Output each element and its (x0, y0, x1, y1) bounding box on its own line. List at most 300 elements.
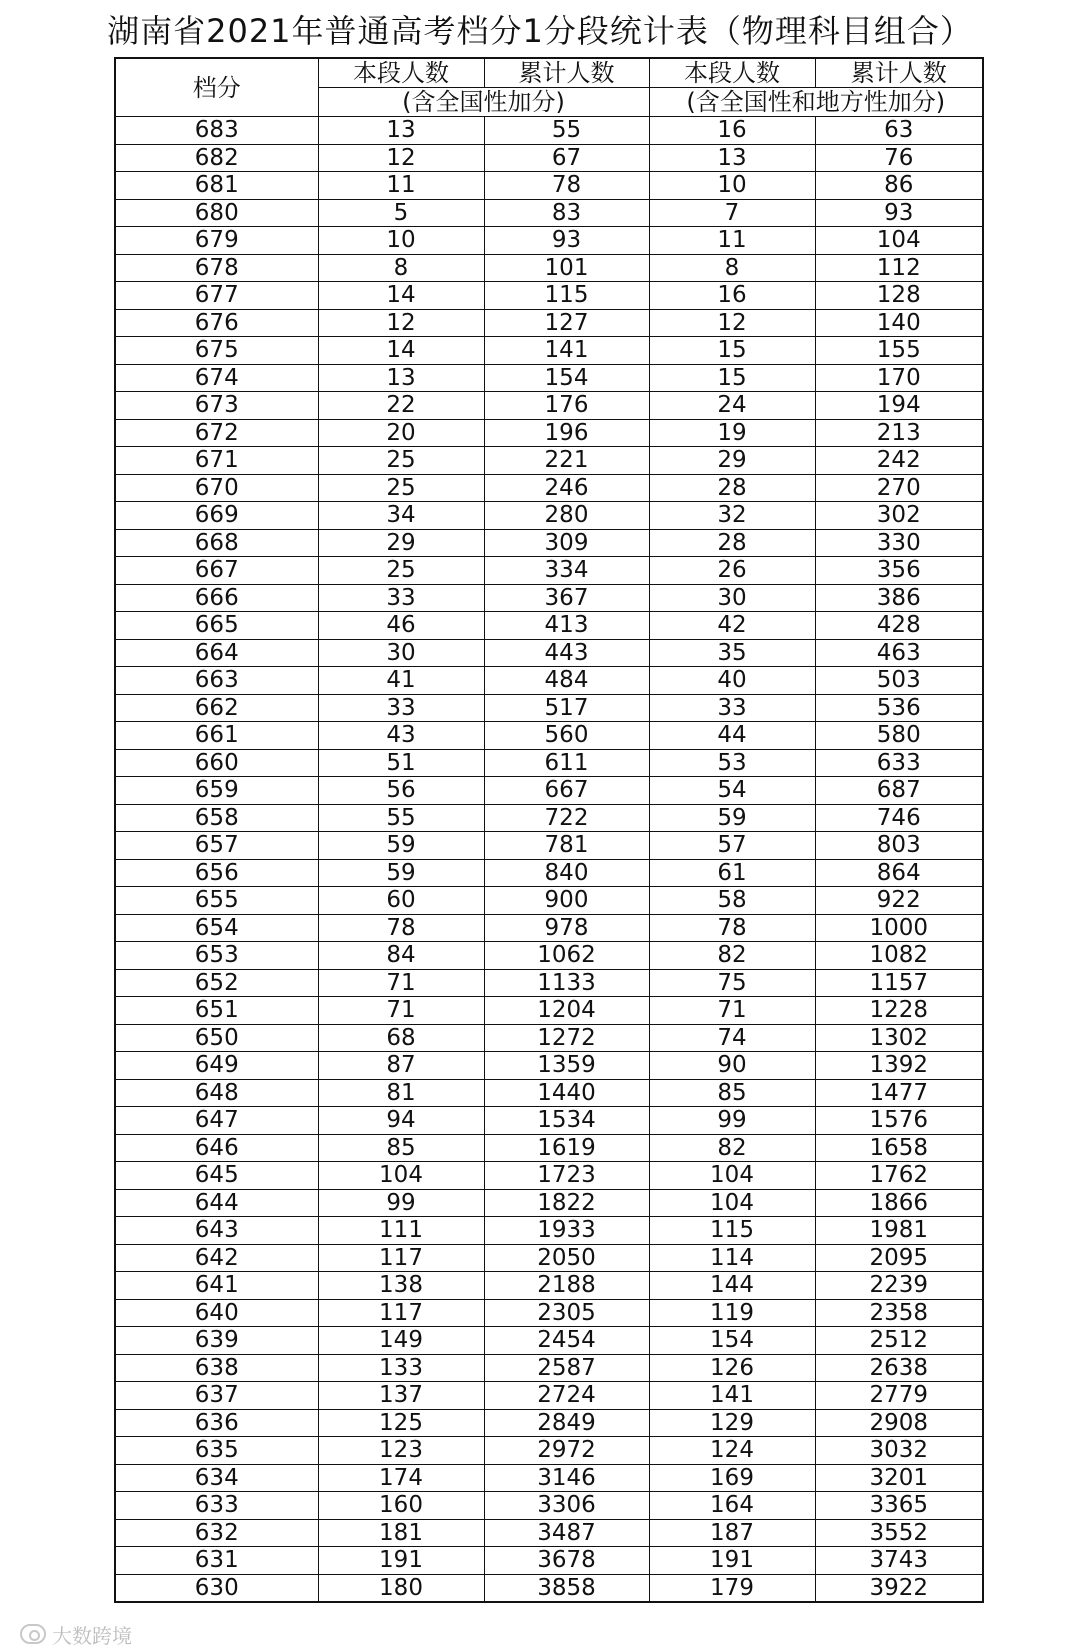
cell-score: 666 (115, 584, 318, 612)
cell-cumulative-count-1: 900 (484, 887, 649, 915)
cell-score: 657 (115, 832, 318, 860)
cell-score: 681 (115, 172, 318, 200)
cell-segment-count-2: 13 (649, 144, 815, 172)
table-row (115, 887, 983, 915)
cell-segment-count-2: 29 (649, 447, 815, 475)
cell-cumulative-count-1: 154 (484, 364, 649, 392)
cell-cumulative-count-1: 3487 (484, 1519, 649, 1547)
cell-segment-count-2: 11 (649, 227, 815, 255)
table-row (115, 337, 983, 365)
table-header (115, 58, 983, 117)
cell-cumulative-count-1: 978 (484, 914, 649, 942)
cell-segment-count-2: 10 (649, 172, 815, 200)
cell-cumulative-count-1: 517 (484, 694, 649, 722)
cell-score: 672 (115, 419, 318, 447)
table-row (115, 1244, 983, 1272)
cell-cumulative-count-1: 443 (484, 639, 649, 667)
cell-segment-count-1: 55 (318, 804, 484, 832)
cell-cumulative-count-2: 3032 (815, 1437, 983, 1465)
cell-cumulative-count-2: 1082 (815, 942, 983, 970)
cell-score: 645 (115, 1162, 318, 1190)
cell-score: 658 (115, 804, 318, 832)
table-row (115, 1052, 983, 1080)
cell-segment-count-2: 179 (649, 1574, 815, 1602)
table-row (115, 1492, 983, 1520)
cell-cumulative-count-1: 1723 (484, 1162, 649, 1190)
cell-cumulative-count-2: 2908 (815, 1409, 983, 1437)
cell-cumulative-count-2: 3201 (815, 1464, 983, 1492)
cell-cumulative-count-2: 2512 (815, 1327, 983, 1355)
cell-cumulative-count-2: 128 (815, 282, 983, 310)
table-row (115, 1189, 983, 1217)
cell-segment-count-1: 8 (318, 254, 484, 282)
cell-segment-count-2: 61 (649, 859, 815, 887)
cell-segment-count-1: 56 (318, 777, 484, 805)
cell-segment-count-2: 35 (649, 639, 815, 667)
cell-segment-count-1: 22 (318, 392, 484, 420)
cell-cumulative-count-1: 2050 (484, 1244, 649, 1272)
cell-score: 640 (115, 1299, 318, 1327)
cell-cumulative-count-1: 2454 (484, 1327, 649, 1355)
cell-score: 669 (115, 502, 318, 530)
cell-segment-count-1: 138 (318, 1272, 484, 1300)
cell-score: 677 (115, 282, 318, 310)
cell-segment-count-1: 10 (318, 227, 484, 255)
cell-score: 670 (115, 474, 318, 502)
table-row (115, 942, 983, 970)
cell-segment-count-1: 11 (318, 172, 484, 200)
cell-cumulative-count-1: 3858 (484, 1574, 649, 1602)
cell-cumulative-count-2: 270 (815, 474, 983, 502)
cell-segment-count-2: 15 (649, 337, 815, 365)
cell-segment-count-2: 144 (649, 1272, 815, 1300)
cell-segment-count-1: 68 (318, 1024, 484, 1052)
page-title: 湖南省2021年普通高考档分1分段统计表（物理科目组合） (107, 12, 973, 50)
cell-segment-count-1: 94 (318, 1107, 484, 1135)
cell-cumulative-count-1: 101 (484, 254, 649, 282)
cell-score: 673 (115, 392, 318, 420)
camera-logo-icon (20, 1624, 46, 1644)
table-row (115, 1217, 983, 1245)
cell-segment-count-1: 34 (318, 502, 484, 530)
cell-segment-count-2: 85 (649, 1079, 815, 1107)
cell-segment-count-2: 42 (649, 612, 815, 640)
table-row (115, 529, 983, 557)
cell-score: 644 (115, 1189, 318, 1217)
table-row (115, 914, 983, 942)
cell-cumulative-count-1: 2849 (484, 1409, 649, 1437)
cell-segment-count-1: 123 (318, 1437, 484, 1465)
cell-cumulative-count-2: 112 (815, 254, 983, 282)
cell-segment-count-2: 82 (649, 942, 815, 970)
cell-segment-count-2: 59 (649, 804, 815, 832)
cell-score: 663 (115, 667, 318, 695)
cell-segment-count-1: 29 (318, 529, 484, 557)
table-row (115, 172, 983, 200)
cell-cumulative-count-1: 1619 (484, 1134, 649, 1162)
table-row (115, 474, 983, 502)
header-group-national-bonus: (含全国性加分) (318, 88, 649, 117)
table-row (115, 1574, 983, 1602)
table-row (115, 612, 983, 640)
cell-cumulative-count-2: 1981 (815, 1217, 983, 1245)
cell-segment-count-1: 125 (318, 1409, 484, 1437)
table-row (115, 777, 983, 805)
cell-segment-count-2: 164 (649, 1492, 815, 1520)
cell-segment-count-2: 90 (649, 1052, 815, 1080)
cell-cumulative-count-1: 2724 (484, 1382, 649, 1410)
cell-score: 654 (115, 914, 318, 942)
table-row (115, 1437, 983, 1465)
cell-cumulative-count-1: 611 (484, 749, 649, 777)
cell-cumulative-count-1: 93 (484, 227, 649, 255)
cell-segment-count-2: 53 (649, 749, 815, 777)
cell-cumulative-count-2: 3922 (815, 1574, 983, 1602)
header-score: 档分 (115, 58, 318, 117)
cell-cumulative-count-2: 803 (815, 832, 983, 860)
table-row (115, 1024, 983, 1052)
cell-cumulative-count-2: 2638 (815, 1354, 983, 1382)
cell-cumulative-count-1: 3306 (484, 1492, 649, 1520)
header-cumulative-count-2: 累计人数 (815, 58, 983, 88)
cell-segment-count-1: 20 (318, 419, 484, 447)
cell-cumulative-count-1: 55 (484, 117, 649, 145)
table-row (115, 1107, 983, 1135)
cell-cumulative-count-1: 2305 (484, 1299, 649, 1327)
table-row (115, 309, 983, 337)
cell-cumulative-count-1: 367 (484, 584, 649, 612)
cell-segment-count-1: 51 (318, 749, 484, 777)
cell-segment-count-2: 191 (649, 1547, 815, 1575)
cell-cumulative-count-1: 280 (484, 502, 649, 530)
table-row (115, 557, 983, 585)
cell-segment-count-1: 14 (318, 337, 484, 365)
cell-cumulative-count-1: 221 (484, 447, 649, 475)
cell-cumulative-count-2: 194 (815, 392, 983, 420)
cell-cumulative-count-2: 155 (815, 337, 983, 365)
cell-segment-count-2: 54 (649, 777, 815, 805)
cell-score: 631 (115, 1547, 318, 1575)
cell-segment-count-1: 78 (318, 914, 484, 942)
cell-segment-count-2: 154 (649, 1327, 815, 1355)
cell-score: 655 (115, 887, 318, 915)
cell-cumulative-count-1: 1359 (484, 1052, 649, 1080)
cell-segment-count-2: 28 (649, 474, 815, 502)
cell-cumulative-count-1: 413 (484, 612, 649, 640)
table-row (115, 254, 983, 282)
cell-cumulative-count-2: 580 (815, 722, 983, 750)
cell-cumulative-count-1: 722 (484, 804, 649, 832)
cell-cumulative-count-1: 484 (484, 667, 649, 695)
cell-segment-count-2: 104 (649, 1162, 815, 1190)
cell-segment-count-1: 41 (318, 667, 484, 695)
table-row (115, 447, 983, 475)
table-row (115, 1299, 983, 1327)
table-row (115, 749, 983, 777)
cell-cumulative-count-1: 309 (484, 529, 649, 557)
table-row (115, 997, 983, 1025)
cell-cumulative-count-1: 2587 (484, 1354, 649, 1382)
cell-segment-count-1: 46 (318, 612, 484, 640)
cell-segment-count-1: 30 (318, 639, 484, 667)
cell-cumulative-count-2: 633 (815, 749, 983, 777)
cell-segment-count-2: 129 (649, 1409, 815, 1437)
cell-segment-count-2: 114 (649, 1244, 815, 1272)
cell-cumulative-count-2: 93 (815, 199, 983, 227)
table-row (115, 502, 983, 530)
cell-cumulative-count-2: 76 (815, 144, 983, 172)
cell-cumulative-count-1: 1272 (484, 1024, 649, 1052)
cell-cumulative-count-1: 196 (484, 419, 649, 447)
watermark-text: 大数跨境 (52, 1623, 132, 1648)
cell-cumulative-count-2: 302 (815, 502, 983, 530)
table-row (115, 1079, 983, 1107)
cell-segment-count-1: 43 (318, 722, 484, 750)
header-segment-count-2: 本段人数 (649, 58, 815, 88)
cell-cumulative-count-2: 922 (815, 887, 983, 915)
cell-score: 649 (115, 1052, 318, 1080)
cell-score: 652 (115, 969, 318, 997)
cell-segment-count-1: 84 (318, 942, 484, 970)
cell-cumulative-count-2: 242 (815, 447, 983, 475)
cell-segment-count-1: 60 (318, 887, 484, 915)
table-row (115, 117, 983, 145)
cell-score: 639 (115, 1327, 318, 1355)
cell-score: 638 (115, 1354, 318, 1382)
table-row (115, 694, 983, 722)
cell-cumulative-count-1: 1822 (484, 1189, 649, 1217)
cell-cumulative-count-2: 503 (815, 667, 983, 695)
table-row (115, 1464, 983, 1492)
cell-cumulative-count-1: 3146 (484, 1464, 649, 1492)
cell-segment-count-2: 58 (649, 887, 815, 915)
cell-cumulative-count-2: 170 (815, 364, 983, 392)
cell-segment-count-2: 15 (649, 364, 815, 392)
cell-segment-count-1: 180 (318, 1574, 484, 1602)
cell-cumulative-count-1: 781 (484, 832, 649, 860)
cell-score: 676 (115, 309, 318, 337)
cell-segment-count-2: 12 (649, 309, 815, 337)
cell-segment-count-1: 33 (318, 584, 484, 612)
table-row (115, 832, 983, 860)
table-row (115, 804, 983, 832)
table-row (115, 364, 983, 392)
cell-cumulative-count-1: 83 (484, 199, 649, 227)
cell-segment-count-1: 71 (318, 997, 484, 1025)
table-row (115, 392, 983, 420)
cell-cumulative-count-2: 3365 (815, 1492, 983, 1520)
cell-segment-count-2: 28 (649, 529, 815, 557)
cell-segment-count-1: 149 (318, 1327, 484, 1355)
cell-cumulative-count-2: 86 (815, 172, 983, 200)
cell-segment-count-1: 12 (318, 144, 484, 172)
cell-segment-count-2: 7 (649, 199, 815, 227)
table-row (115, 1409, 983, 1437)
header-group-national-local-bonus: (含全国性和地方性加分) (649, 88, 983, 117)
cell-segment-count-2: 24 (649, 392, 815, 420)
header-segment-count-1: 本段人数 (318, 58, 484, 88)
table-row (115, 199, 983, 227)
cell-cumulative-count-1: 1440 (484, 1079, 649, 1107)
cell-score: 636 (115, 1409, 318, 1437)
cell-segment-count-1: 12 (318, 309, 484, 337)
cell-segment-count-2: 99 (649, 1107, 815, 1135)
table-row (115, 282, 983, 310)
table-body (115, 117, 983, 1603)
cell-score: 661 (115, 722, 318, 750)
cell-score: 651 (115, 997, 318, 1025)
cell-segment-count-1: 25 (318, 557, 484, 585)
cell-cumulative-count-2: 2095 (815, 1244, 983, 1272)
cell-score: 630 (115, 1574, 318, 1602)
cell-segment-count-1: 5 (318, 199, 484, 227)
cell-cumulative-count-1: 2188 (484, 1272, 649, 1300)
table-row (115, 639, 983, 667)
cell-segment-count-1: 85 (318, 1134, 484, 1162)
table-row (115, 1519, 983, 1547)
cell-cumulative-count-2: 746 (815, 804, 983, 832)
cell-segment-count-2: 16 (649, 282, 815, 310)
cell-cumulative-count-2: 2779 (815, 1382, 983, 1410)
cell-cumulative-count-2: 104 (815, 227, 983, 255)
cell-cumulative-count-2: 428 (815, 612, 983, 640)
cell-cumulative-count-2: 3552 (815, 1519, 983, 1547)
cell-segment-count-2: 115 (649, 1217, 815, 1245)
cell-score: 668 (115, 529, 318, 557)
cell-cumulative-count-1: 1534 (484, 1107, 649, 1135)
cell-segment-count-2: 75 (649, 969, 815, 997)
cell-cumulative-count-2: 1762 (815, 1162, 983, 1190)
cell-cumulative-count-2: 2358 (815, 1299, 983, 1327)
cell-segment-count-1: 81 (318, 1079, 484, 1107)
cell-score: 683 (115, 117, 318, 145)
cell-segment-count-1: 59 (318, 832, 484, 860)
cell-cumulative-count-1: 840 (484, 859, 649, 887)
cell-segment-count-1: 59 (318, 859, 484, 887)
table-row (115, 1272, 983, 1300)
cell-score: 643 (115, 1217, 318, 1245)
cell-segment-count-1: 191 (318, 1547, 484, 1575)
cell-segment-count-1: 87 (318, 1052, 484, 1080)
cell-score: 641 (115, 1272, 318, 1300)
cell-segment-count-2: 30 (649, 584, 815, 612)
cell-segment-count-2: 187 (649, 1519, 815, 1547)
table-row (115, 419, 983, 447)
cell-score: 674 (115, 364, 318, 392)
cell-score: 660 (115, 749, 318, 777)
cell-score: 647 (115, 1107, 318, 1135)
cell-cumulative-count-1: 1133 (484, 969, 649, 997)
cell-cumulative-count-2: 3743 (815, 1547, 983, 1575)
cell-segment-count-1: 117 (318, 1244, 484, 1272)
cell-cumulative-count-2: 1658 (815, 1134, 983, 1162)
cell-cumulative-count-1: 176 (484, 392, 649, 420)
cell-segment-count-2: 169 (649, 1464, 815, 1492)
cell-cumulative-count-1: 141 (484, 337, 649, 365)
cell-score: 648 (115, 1079, 318, 1107)
cell-segment-count-1: 25 (318, 474, 484, 502)
cell-cumulative-count-1: 1062 (484, 942, 649, 970)
cell-cumulative-count-1: 3678 (484, 1547, 649, 1575)
cell-segment-count-2: 26 (649, 557, 815, 585)
cell-segment-count-2: 74 (649, 1024, 815, 1052)
cell-segment-count-2: 126 (649, 1354, 815, 1382)
cell-cumulative-count-2: 1477 (815, 1079, 983, 1107)
cell-segment-count-2: 40 (649, 667, 815, 695)
cell-segment-count-1: 14 (318, 282, 484, 310)
cell-cumulative-count-1: 115 (484, 282, 649, 310)
cell-score: 632 (115, 1519, 318, 1547)
cell-segment-count-2: 19 (649, 419, 815, 447)
cell-segment-count-1: 71 (318, 969, 484, 997)
cell-cumulative-count-2: 864 (815, 859, 983, 887)
cell-cumulative-count-2: 213 (815, 419, 983, 447)
cell-cumulative-count-2: 1392 (815, 1052, 983, 1080)
cell-segment-count-1: 133 (318, 1354, 484, 1382)
cell-cumulative-count-1: 127 (484, 309, 649, 337)
cell-segment-count-2: 32 (649, 502, 815, 530)
table-row (115, 584, 983, 612)
score-distribution-table (114, 57, 984, 1603)
table-row (115, 1162, 983, 1190)
cell-score: 637 (115, 1382, 318, 1410)
cell-cumulative-count-1: 1204 (484, 997, 649, 1025)
cell-segment-count-2: 16 (649, 117, 815, 145)
cell-score: 634 (115, 1464, 318, 1492)
cell-score: 667 (115, 557, 318, 585)
cell-segment-count-2: 141 (649, 1382, 815, 1410)
cell-score: 675 (115, 337, 318, 365)
cell-cumulative-count-1: 334 (484, 557, 649, 585)
cell-cumulative-count-2: 356 (815, 557, 983, 585)
table-row (115, 969, 983, 997)
cell-segment-count-1: 137 (318, 1382, 484, 1410)
cell-score: 646 (115, 1134, 318, 1162)
table-row (115, 1354, 983, 1382)
cell-segment-count-2: 8 (649, 254, 815, 282)
cell-segment-count-1: 99 (318, 1189, 484, 1217)
cell-cumulative-count-2: 1228 (815, 997, 983, 1025)
cell-segment-count-1: 25 (318, 447, 484, 475)
table-row (115, 144, 983, 172)
table-row (115, 667, 983, 695)
cell-segment-count-1: 13 (318, 364, 484, 392)
cell-cumulative-count-1: 246 (484, 474, 649, 502)
cell-cumulative-count-2: 386 (815, 584, 983, 612)
table-row (115, 859, 983, 887)
cell-segment-count-2: 71 (649, 997, 815, 1025)
cell-cumulative-count-2: 687 (815, 777, 983, 805)
cell-cumulative-count-2: 1000 (815, 914, 983, 942)
cell-segment-count-1: 117 (318, 1299, 484, 1327)
cell-score: 679 (115, 227, 318, 255)
cell-score: 656 (115, 859, 318, 887)
cell-cumulative-count-1: 560 (484, 722, 649, 750)
cell-score: 635 (115, 1437, 318, 1465)
table-row (115, 1134, 983, 1162)
cell-segment-count-1: 104 (318, 1162, 484, 1190)
cell-cumulative-count-1: 2972 (484, 1437, 649, 1465)
cell-cumulative-count-2: 463 (815, 639, 983, 667)
table-row (115, 227, 983, 255)
cell-cumulative-count-1: 67 (484, 144, 649, 172)
cell-segment-count-1: 160 (318, 1492, 484, 1520)
table-row (115, 1382, 983, 1410)
cell-cumulative-count-1: 1933 (484, 1217, 649, 1245)
cell-cumulative-count-2: 140 (815, 309, 983, 337)
cell-score: 659 (115, 777, 318, 805)
cell-score: 662 (115, 694, 318, 722)
